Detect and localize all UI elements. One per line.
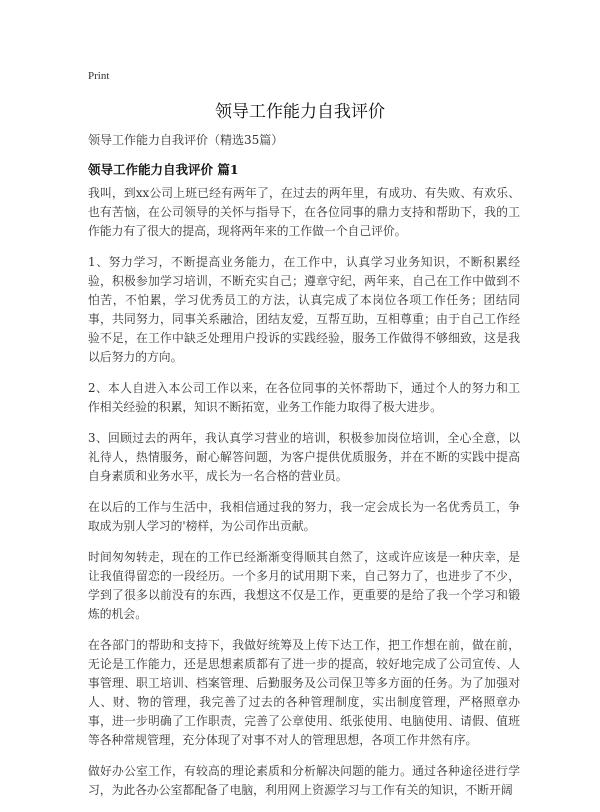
paragraph-7: 在各部门的帮助和支持下，我做好统筹及上传下达工作，把工作想在前，做在前，无论是工作能力，还是思想素质都有了进一步的提高，较好地完成了公司宣传、人事管理、职工培训、档案管理、后勤服务及公司保卫等多方面的任务。为了加强对人、财、物的管理，我完善了过去的各种管理制度，实出制度管理，严格照章办事，进一步明确了工作职责，完善了公章使用、纸张使用、电脑使用、请假、值班等各种常规管理，充分体现了对事不对人的管理思想，各项工作井然有序。 (88, 638, 520, 747)
print-link[interactable]: Print (88, 70, 110, 82)
paragraph-1: 我叫，到xx公司上班已经有两年了，在过去的两年里，有成功、有失败、有欢乐、也有苦恼，在公司领导的关怀与指导下，在各位同事的鼎力支持和帮助下，我的工作能力有了很大的提高，现将两年来的工作做一个自己评价。 (88, 186, 520, 238)
paragraph-5: 在以后的工作与生活中，我相信通过我的努力，我一定会成长为一名优秀员工，争取成为别人学习的'榜样，为公司作出贡献。 (88, 500, 520, 533)
paragraph-6: 时间匆匆转走，现在的工作已经渐渐变得顺其自然了，这或许应该是一种庆幸，是让我值得留恋的一段经历。一个多月的试用期下来，自己努力了，也进步了不少，学到了很多以前没有的东西，我想这不仅是工作，更重要的是给了我一个学习和锻炼的机会。 (88, 550, 520, 621)
paragraph-8: 做好办公室工作，有较高的理论素质和分析解决问题的能力。通过各种途径进行学习，为此各办公室都配备了电脑，利用网上资源学习与工作有关的知识，不断开阔 (88, 764, 520, 797)
paragraph-4: 3、回顾过去的两年，我认真学习营业的培训，积极参加岗位培训，全心全意，以礼待人，热情服务，耐心解答问题，为客户提供优质服务，并在不断的实践中提高自身素质和业务水平，成长为一名合格的营业员。 (88, 431, 520, 483)
section-heading: 领导工作能力自我评价 篇1 (88, 162, 239, 177)
document-body (88, 184, 520, 812)
document-subtitle: 领导工作能力自我评价（精选35篇） (88, 133, 284, 147)
page-title: 领导工作能力自我评价 (215, 102, 385, 122)
paragraph-2: 1、努力学习，不断提高业务能力，在工作中，认真学习业务知识，不断积累经验，积极参加学习培训，不断充实自己；遵章守纪，两年来，自己在工作中做到不怕苦，不怕累，学习优秀员工的方法，认真完成了本岗位各项工作任务；团结同事，共同努力，同事关系融洽，团结友爱，互帮互助，互相尊重；由于自己工作经验不足，在工作中缺乏处理用户投诉的实践经验，服务工作做得不够细致，这是我以后努力的方向。 (88, 255, 520, 364)
paragraph-3: 2、本人自进入本公司工作以来，在各位同事的关怀帮助下，通过个人的努力和工作相关经验的积累，知识不断拓宽，业务工作能力取得了极大进步。 (88, 381, 520, 414)
